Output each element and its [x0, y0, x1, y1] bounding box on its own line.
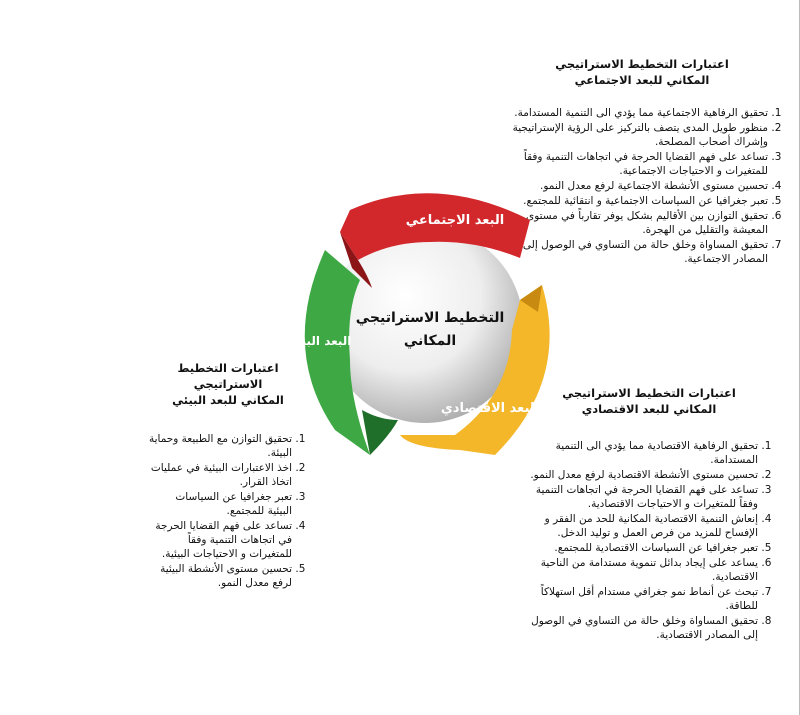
list-item: 7. تبحث عن أنماط نمو جغرافي مستدام أقل استهلاكاً للطاقة. [524, 585, 758, 613]
environmental-block-title: اعتبارات التخطيط الاستراتيجي المكاني للبعد البيئي [172, 361, 284, 407]
list-item: 4. تساعد على فهم القضايا الحرجة في اتجاهات التنمية وفقاً للمتغيرات و الاحتياجات البيئية. [148, 519, 292, 561]
list-item: 3. تساعد على فهم القضايا الحرجة في اتجاهات التنمية وفقاً للمتغيرات و الاحتياجات الاجتماعية. [500, 150, 768, 178]
list-item: 3. تعبر جغرافيا عن السياسات البيئية للمجتمع. [148, 490, 292, 518]
list-item: 8. تحقيق المساواة وخلق حالة من التساوي في الوصول إلى المصادر الاقتصادية. [524, 614, 758, 642]
environmental-arrow-label: البعد البيئي [284, 334, 352, 348]
social-arrow-label: البعد الاجتماعي [405, 213, 505, 228]
social-block-title: اعتبارات التخطيط الاستراتيجي المكاني للبعد الاجتماعي [555, 57, 729, 87]
list-item: 5. تعبر جغرافيا عن السياسات الاقتصادية للمجتمع. [524, 541, 758, 555]
economic-block-title: اعتبارات التخطيط الاستراتيجي المكاني للبعد الاقتصادي [562, 386, 736, 416]
list-item: 7. تحقيق المساواة وخلق حالة من التساوي في الوصول إلى المصادر الاجتماعية. [500, 238, 768, 266]
list-item: 1. تحقيق الرفاهية الاقتصادية مما يؤدي الى التنمية المستدامة. [524, 439, 758, 467]
center-title-line1: التخطيط الاستراتيجي [355, 310, 505, 326]
list-item: 2. اخذ الاعتبارات البيئية في عمليات اتخاذ القرار. [148, 461, 292, 489]
list-item: 2. تحسين مستوى الأنشطة الاقتصادية لرفع معدل النمو. [524, 468, 758, 482]
list-item: 4. تحسين مستوى الأنشطة الاجتماعية لرفع معدل النمو. [500, 179, 768, 193]
list-item: 5. تحسين مستوى الأنشطة البيئية لرفع معدل النمو. [148, 562, 292, 590]
list-item: 2. منظور طويل المدى يتصف بالتركيز على الرؤية الإستراتيجية وإشراك أصحاب المصلحة. [500, 121, 768, 149]
strategic-planning-cycle-diagram [280, 180, 570, 470]
list-item: 6. تحقيق التوازن بين الأقاليم بشكل يوفر تقارباً في مستوى المعيشة والتقليل من الهجرة. [500, 209, 768, 237]
list-item: 1. تحقيق التوازن مع الطبيعة وحماية البيئة. [148, 432, 292, 460]
list-item: 6. يساعد على إيجاد بدائل تنموية مستدامة من الناحية الاقتصادية. [524, 556, 758, 584]
list-item: 5. تعبر جغرافيا عن السياسات الاجتماعية و انتقائية للمجتمع. [500, 194, 768, 208]
list-item: 4. إنعاش التنمية الاقتصادية المكانية للحد من الفقر و الإفساح للمزيد من فرص العمل و توليد الدخل. [524, 512, 758, 540]
economic-arrow-label: البعد الاقتصادي [440, 401, 540, 416]
list-item: 1. تحقيق الرفاهية الاجتماعية مما يؤدي الى التنمية المستدامة. [500, 106, 768, 120]
list-item: 3. تساعد على فهم القضايا الحرجة في اتجاهات التنمية وفقاً للمتغيرات و الاحتياجات الاقتصادية. [524, 483, 758, 511]
center-title-line2: المكاني [403, 333, 457, 349]
